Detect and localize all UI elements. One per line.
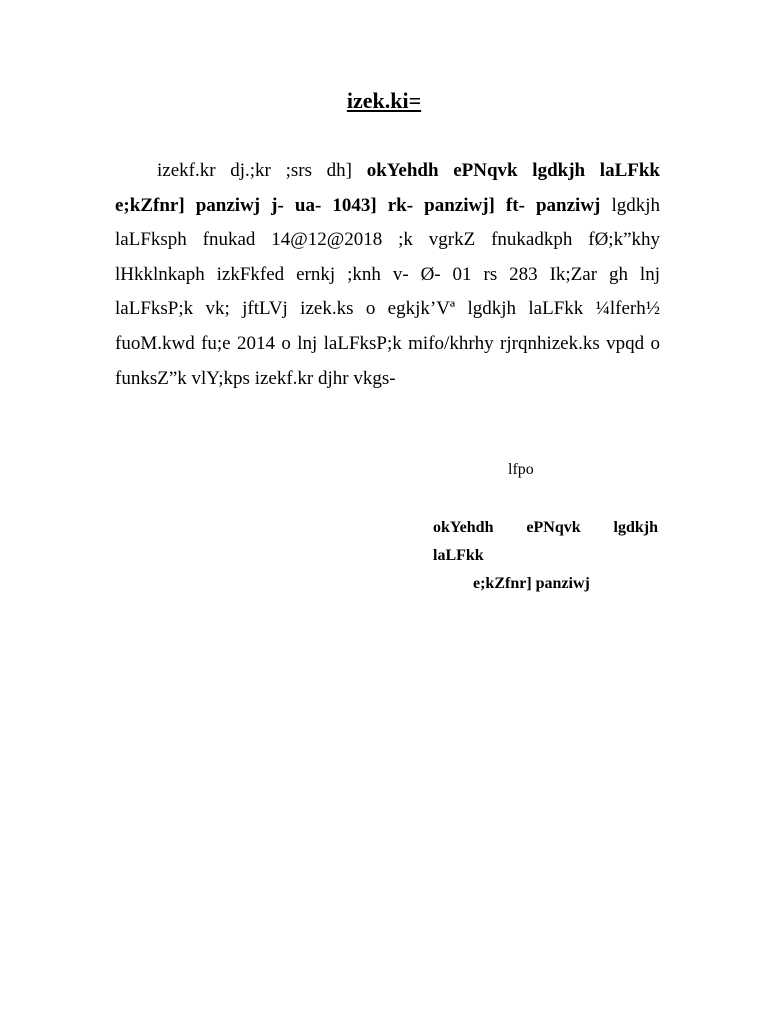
signature-line-3: e;kZfnr] panziwj bbox=[473, 575, 590, 592]
closing-designation: lfpo bbox=[508, 461, 534, 478]
signature-block bbox=[433, 514, 658, 598]
certificate-paragraph bbox=[115, 154, 660, 396]
society-name-bold: okYehdh ePNqvk lgdkjh laLFkk e;kZfnr] panziwj j- ua- 1043] rk- panziwj] ft- panziwj bbox=[115, 160, 661, 216]
document-title: izek.ki= bbox=[346, 88, 422, 113]
paragraph-intro: izekf.kr dj.;kr ;srs dh] bbox=[157, 160, 367, 181]
signature-line-1: okYehdh ePNqvk lgdkjh bbox=[433, 519, 658, 536]
paragraph-body: lgdkjh laLFksph fnukad 14@12@2018 ;k vgrkZ fnukadkph fØ;k”khy lHkklnkaph izkFkfed ernkj ;knh v- Ø- 01 rs 283 Ik;Zar gh lnj laLFksP;k vk; jftLVj izek.ks o egkjk’Vª lgdkjh laLFkk ¼lferh½ fuoM.kwd fu;e 2014 o lnj laLFksP;k mifo/khrhy rjrqnhizek.ks vpqd o funksZ”k vlY;kps izekf.kr djhr vkgs- bbox=[115, 194, 660, 389]
signature-line-2: laLFkk bbox=[433, 547, 484, 564]
